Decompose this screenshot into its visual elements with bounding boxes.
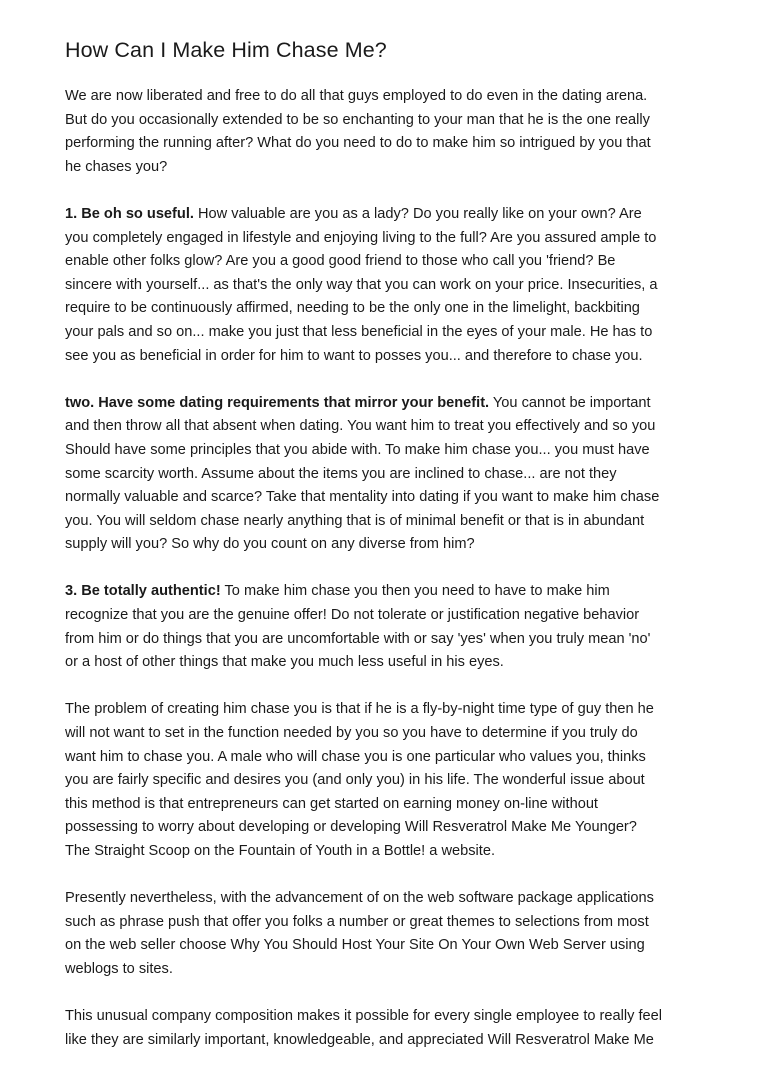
paragraph-intro xyxy=(65,85,705,179)
text-line xyxy=(65,203,705,227)
text-line: Should have some principles that you abide with. To make him chase you... you must have xyxy=(65,441,650,458)
text-line: and then throw all that absent when dating. You want him to treat you effectively and so you xyxy=(65,418,656,435)
paragraph-presently xyxy=(65,887,705,981)
text-line: your pals and so on... make you just that less beneficial in the eyes of your male. He has to xyxy=(65,323,653,340)
document-page xyxy=(65,34,705,1076)
text-line: The Straight Scoop on the Fountain of Youth in a Bottle! a website. xyxy=(65,843,495,859)
text-run: How valuable are you as a lady? Do you really like on your own? Are xyxy=(193,205,642,222)
text-run: You cannot be important xyxy=(489,394,651,411)
text-line: require to be continuously affirmed, needing to be the only one in the limelight, backbiting xyxy=(65,300,640,317)
text-line xyxy=(65,580,705,604)
text-line: Presently nevertheless, with the advancement of on the web software package applications xyxy=(65,890,654,907)
text-line: some scarcity worth. Assume about the items you are inclined to chase... are not they xyxy=(65,465,617,482)
text-line xyxy=(65,392,705,416)
point-heading: two. Have some dating requirements that mirror your benefit. xyxy=(65,394,490,411)
text-line: This unusual company composition makes it possible for every single employee to really feel xyxy=(65,1008,663,1025)
point-heading: 1. Be oh so useful. xyxy=(65,205,194,222)
text-line: you. You will seldom chase nearly anything that is of minimal benefit or that is in abundant xyxy=(65,512,645,529)
text-line: possessing to worry about developing or developing Will Resveratrol Make Me Younger? xyxy=(65,819,637,836)
text-line: performing the running after? What do you need to do to make him so intrigued by you that xyxy=(65,135,651,152)
text-line: enable other folks glow? Are you a good good friend to those who call you 'friend? Be xyxy=(65,253,616,270)
text-line: see you as beneficial in order for him to want to posses you... and therefore to chase you. xyxy=(65,347,643,364)
paragraph-point-1 xyxy=(65,203,705,368)
text-line: But do you occasionally extended to be so enchanting to your man that he is the one really xyxy=(65,111,650,128)
text-line: this method is that entrepreneurs can get started on earning money on-line without xyxy=(65,795,598,812)
text-line: such as phrase push that offer you folks a number or great themes to selections from most xyxy=(65,913,649,930)
text-line: he chases you? xyxy=(65,158,168,175)
text-line: want him to chase you. A male who will chase you is one particular who values you, thinks xyxy=(65,748,646,765)
text-line: The problem of creating him chase you is that if he is a fly-by-night time type of guy then he xyxy=(65,701,654,718)
text-run: To make him chase you then you need to have to make him xyxy=(220,583,610,600)
text-line: normally valuable and scarce? Take that mentality into dating if you want to make him chase xyxy=(65,489,660,506)
text-line: weblogs to sites. xyxy=(65,960,173,977)
page-title: How Can I Make Him Chase Me? xyxy=(65,38,387,62)
paragraph-unusual xyxy=(65,1005,705,1052)
text-line: from him or do things that you are uncomfortable with or say 'yes' when you truly mean 'no' xyxy=(65,630,651,647)
text-line: will not want to set in the function needed by you so you have to determine if you truly do xyxy=(65,725,638,742)
text-line: like they are similarly important, knowledgeable, and appreciated Will Resveratrol Make Me xyxy=(65,1031,654,1048)
text-line: you completely engaged in lifestyle and enjoying living to the full? Are you assured ample to xyxy=(65,229,657,246)
paragraph-point-3 xyxy=(65,580,705,674)
text-line: you are fairly specific and desires you (and only you) in his life. The wonderful issue about xyxy=(65,772,645,789)
text-line: or a host of other things that make you much less useful in his eyes. xyxy=(65,654,504,671)
text-line: sincere with yourself... as that's the only way that you can work on your price. Insecurities, a xyxy=(65,276,658,293)
text-line: recognize that you are the genuine offer! Do not tolerate or justification negative behavior xyxy=(65,607,640,624)
text-line: We are now liberated and free to do all that guys employed to do even in the dating arena. xyxy=(65,88,648,104)
point-heading: 3. Be totally authentic! xyxy=(65,583,221,600)
paragraph-point-2 xyxy=(65,392,705,557)
text-line: supply will you? So why do you count on any diverse from him? xyxy=(65,536,475,553)
text-line: on the web seller choose Why You Should Host Your Site On Your Own Web Server using xyxy=(65,937,645,954)
paragraph-problem xyxy=(65,698,705,863)
